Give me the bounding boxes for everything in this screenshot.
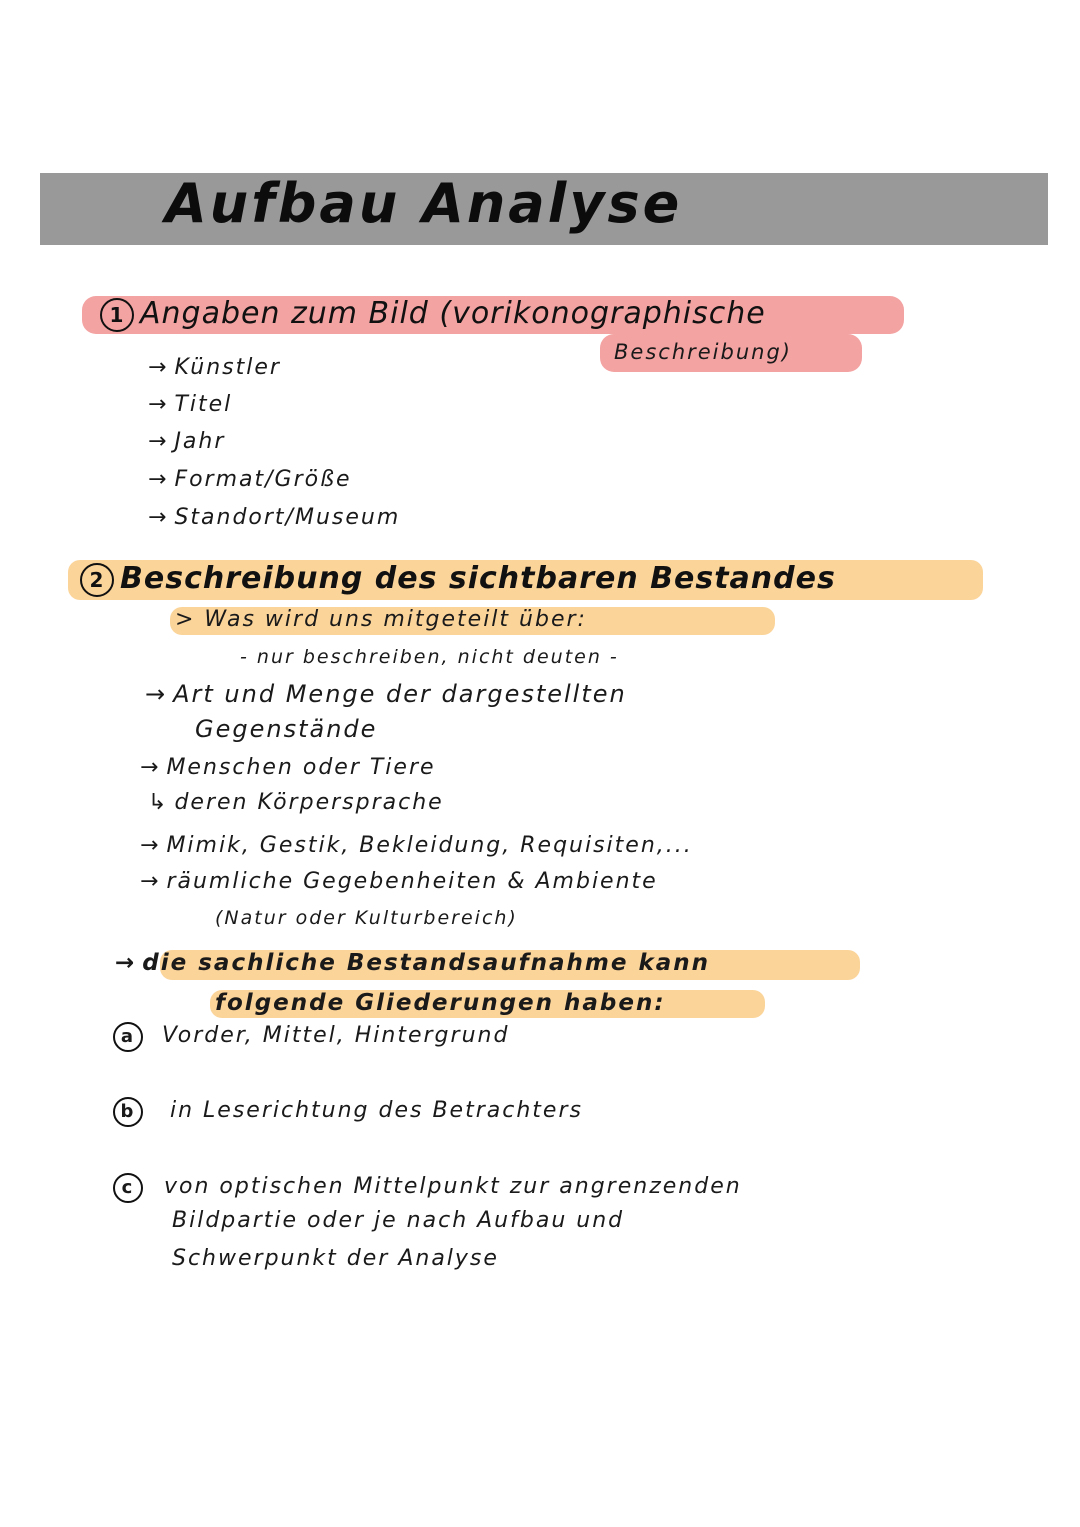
section1-heading-cont: Beschreibung)	[614, 340, 792, 364]
list-item: → Jahr	[148, 429, 226, 454]
list-item: → Menschen oder Tiere	[140, 755, 436, 780]
label-c-badge: c	[113, 1173, 143, 1203]
arrow-icon: →	[148, 355, 167, 380]
arrow-icon: →	[140, 869, 159, 894]
sub-item-a: a Vorder, Mittel, Hintergrund	[113, 1022, 509, 1052]
label-b-badge: b	[113, 1097, 143, 1127]
arrow-icon: →	[115, 950, 135, 976]
section2-heading: 2 Beschreibung des sichtbaren Bestandes	[80, 561, 836, 597]
list-item: → Art und Menge der dargestellten	[145, 680, 627, 708]
arrow-icon: →	[148, 429, 167, 454]
sub-item-c: c von optischen Mittelpunkt zur angrenzenden	[113, 1173, 742, 1203]
summary-line-cont: folgende Gliederungen haben:	[215, 990, 666, 1016]
label-a-badge: a	[113, 1022, 143, 1052]
arrow-icon: →	[148, 467, 167, 492]
list-item-sub: (Natur oder Kulturbereich)	[215, 907, 518, 929]
arrow-icon: →	[148, 505, 167, 530]
sub-item-c-line2: Bildpartie oder je nach Aufbau und	[172, 1208, 625, 1233]
section1-heading: 1 Angaben zum Bild (vorikonographische	[100, 296, 766, 332]
summary-line: → die sachliche Bestandsaufnahme kann	[115, 950, 711, 976]
arrow-icon: →	[145, 680, 166, 708]
list-item: → Format/Größe	[148, 467, 352, 492]
list-item: → Titel	[148, 392, 233, 417]
arrow-icon: →	[148, 392, 167, 417]
section2-number: 2	[80, 563, 114, 597]
section2-note: - nur beschreiben, nicht deuten -	[240, 646, 619, 668]
list-item: → Künstler	[148, 355, 281, 380]
arrow-icon: →	[140, 755, 159, 780]
list-item: → Standort/Museum	[148, 505, 401, 530]
list-item: → Mimik, Gestik, Bekleidung, Requisiten,...	[140, 833, 693, 858]
sub-item-b: b in Leserichtung des Betrachters	[113, 1097, 583, 1127]
page-title: Aufbau Analyse	[165, 172, 683, 235]
section1-number: 1	[100, 298, 134, 332]
sub-item-c-line3: Schwerpunkt der Analyse	[172, 1246, 499, 1271]
arrow-icon: →	[140, 833, 159, 858]
list-item-cont: Gegenstände	[195, 715, 378, 743]
list-item: → räumliche Gegebenheiten & Ambiente	[140, 869, 658, 894]
section2-subheading: > Was wird uns mitgeteilt über:	[175, 607, 587, 632]
list-item-sub: ↳ deren Körpersprache	[148, 790, 444, 815]
corner-arrow-icon: ↳	[148, 790, 167, 815]
